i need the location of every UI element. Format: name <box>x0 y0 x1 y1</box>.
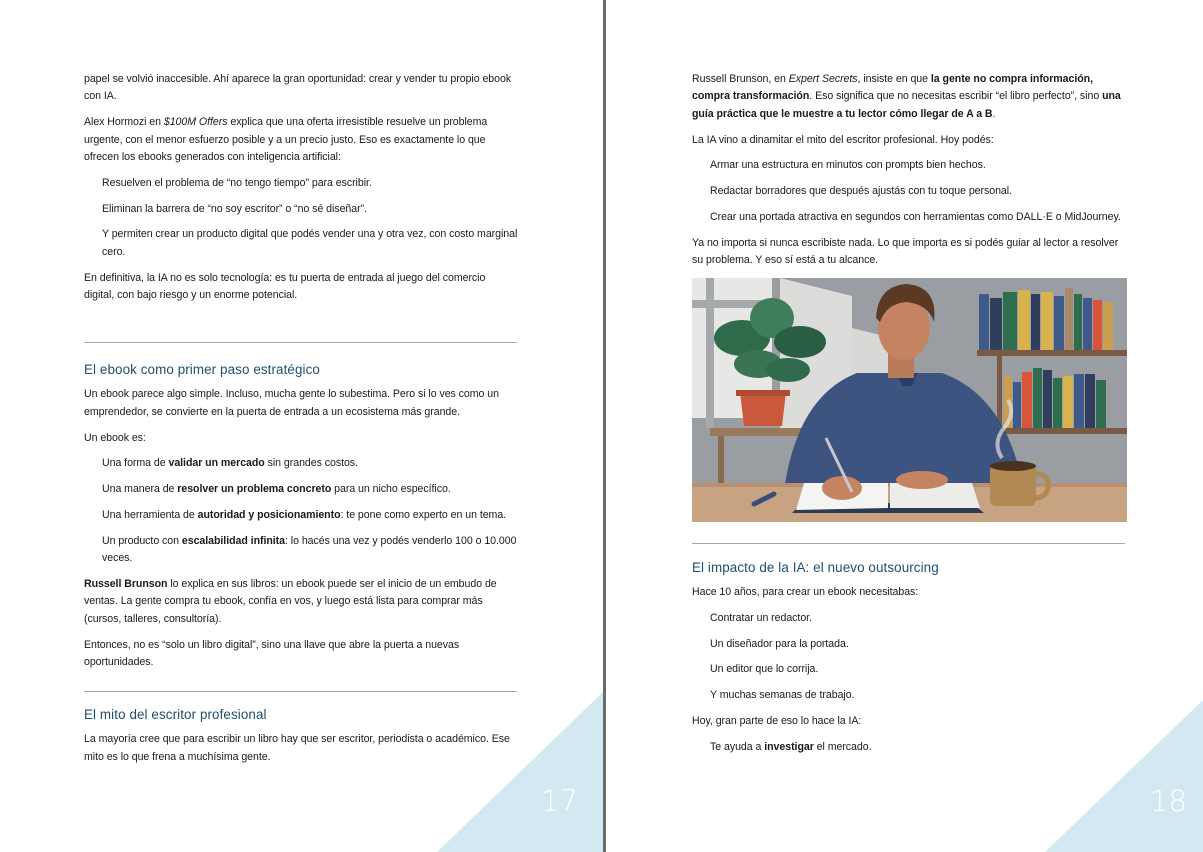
list-item: Un diseñador para la portada. <box>710 637 849 650</box>
list-item: Redactar borradores que después ajustás con tu toque personal. <box>710 185 1012 198</box>
page-17-content <box>84 71 518 775</box>
text: Alex Hormozi en <box>84 116 164 129</box>
text: Te ayuda a <box>710 740 765 753</box>
illustration-man-writing <box>692 278 1127 522</box>
book-title: Expert Secrets <box>788 73 858 85</box>
list-item: Contratar un redactor. <box>710 611 812 624</box>
list-item: Armar una estructura en minutos con prompts bien hechos. <box>710 159 986 172</box>
paragraph: papel se volvió inaccesible. Ahí aparece la gran oportunidad: crear y vender tu propio ebook con IA. <box>84 73 512 103</box>
paragraph: La IA vino a dinamitar el mito del escritor profesional. Hoy podés: <box>692 133 994 146</box>
paragraph: Un ebook parece algo simple. Incluso, mucha gente lo subestima. Pero si lo ves como un emprendedor, se convierte en la puerta de entrada a un ecosistema más grande. <box>84 388 499 418</box>
paragraph-expert-secrets <box>692 71 1126 123</box>
text: Una forma de <box>102 457 169 470</box>
emphasis: la gente no compra información, compra transformación <box>692 73 1093 103</box>
paragraph: Un ebook es: <box>84 431 146 444</box>
section-heading: El impacto de la IA: el nuevo outsourcing <box>692 560 939 575</box>
paragraph: Hace 10 años, para crear un ebook necesitabas: <box>692 586 919 598</box>
section-heading: El mito del escritor profesional <box>84 707 267 723</box>
list-item: Crear una portada atractiva en segundos con herramientas como DALL·E o MidJourney. <box>710 211 1121 223</box>
page-18-content <box>692 71 1126 765</box>
paragraph: La mayoría cree que para escribir un libro hay que ser escritor, periodista o académico. Ese mito es lo que frena a muchísima gente. <box>84 733 510 763</box>
text: . Eso significa que no necesitas escribir “el libro perfecto”, sino <box>809 90 1103 103</box>
list-item: Y permiten crear un producto digital que podés vender una y otra vez, con costo marginal cero. <box>102 228 518 258</box>
list-item <box>84 507 518 524</box>
paragraph: Entonces, no es “solo un libro digital”, sino una llave que abre la puerta a nuevas oportunidades. <box>84 638 460 669</box>
page-18 <box>606 0 1203 852</box>
emphasis: autoridad y posicionamiento <box>197 509 341 522</box>
list-item: Un editor que lo corrija. <box>710 663 819 676</box>
text: Una manera de <box>102 483 178 496</box>
page-number: 18 <box>1150 784 1187 818</box>
corner-triangle-decoration <box>1045 700 1203 852</box>
text: . <box>992 107 996 120</box>
page-number: 17 <box>541 784 578 818</box>
paragraph: Hoy, gran parte de eso lo hace la IA: <box>692 714 862 727</box>
section-divider <box>692 543 1125 544</box>
paragraph-brunson <box>84 576 518 628</box>
list-item <box>84 533 518 568</box>
text: Una herramienta de <box>102 509 198 522</box>
list-item <box>84 455 518 472</box>
paragraph: En definitiva, la IA no es solo tecnología: es tu puerta de entrada al juego del comercio digital, con bajo riesgo y un enorme potencial. <box>84 271 486 302</box>
text: : te pone como experto en un tema. <box>340 509 507 522</box>
text: para un nicho específico. <box>331 483 451 496</box>
section-heading: El ebook como primer paso estratégico <box>84 362 320 378</box>
list-item: Y muchas semanas de trabajo. <box>710 689 855 702</box>
text: : lo hacés una vez y podés venderlo 100 o 10.000 veces. <box>102 534 517 565</box>
emphasis: una guía práctica que le muestre a tu lector cómo llegar de A a B <box>692 90 1121 120</box>
emphasis: validar un mercado <box>168 457 265 470</box>
emphasis: Russell Brunson <box>84 578 168 591</box>
text: explica que una oferta irresistible resuelve un problema urgente, con el menor esfuerzo posible y a un precio justo. Eso es exactamente lo que ofrecen los ebooks generados con inteligencia artificial: <box>84 116 488 164</box>
text: sin grandes costos. <box>264 457 358 470</box>
text: , insiste en que <box>857 73 931 85</box>
paragraph-hormozi <box>84 114 518 166</box>
corner-triangle-decoration <box>437 692 603 852</box>
paragraph: Ya no importa si nunca escribiste nada. Lo que importa es si podés guiar al lector a resolver su problema. Y eso sí está a tu alcance. <box>692 236 1119 267</box>
text: lo explica en sus libros: un ebook puede ser el inicio de un embudo de ventas. La gente compra tu ebook, confía en vos, y luego está lista para comprar más (cursos, talleres, consultoría). <box>84 578 497 625</box>
emphasis: escalabilidad infinita <box>181 534 285 547</box>
emphasis: resolver un problema concreto <box>177 483 332 496</box>
list-item: Resuelven el problema de “no tengo tiempo” para escribir. <box>102 176 372 189</box>
text: Russell Brunson, en <box>692 73 789 85</box>
section-divider <box>84 342 517 343</box>
list-item <box>84 481 518 498</box>
text: Un producto con <box>102 534 182 547</box>
book-title: $100M Offers <box>163 116 228 129</box>
emphasis: investigar <box>764 740 814 753</box>
list-item: Eliminan la barrera de “no soy escritor” o “no sé diseñar”. <box>102 202 367 215</box>
text: el mercado. <box>813 740 872 753</box>
